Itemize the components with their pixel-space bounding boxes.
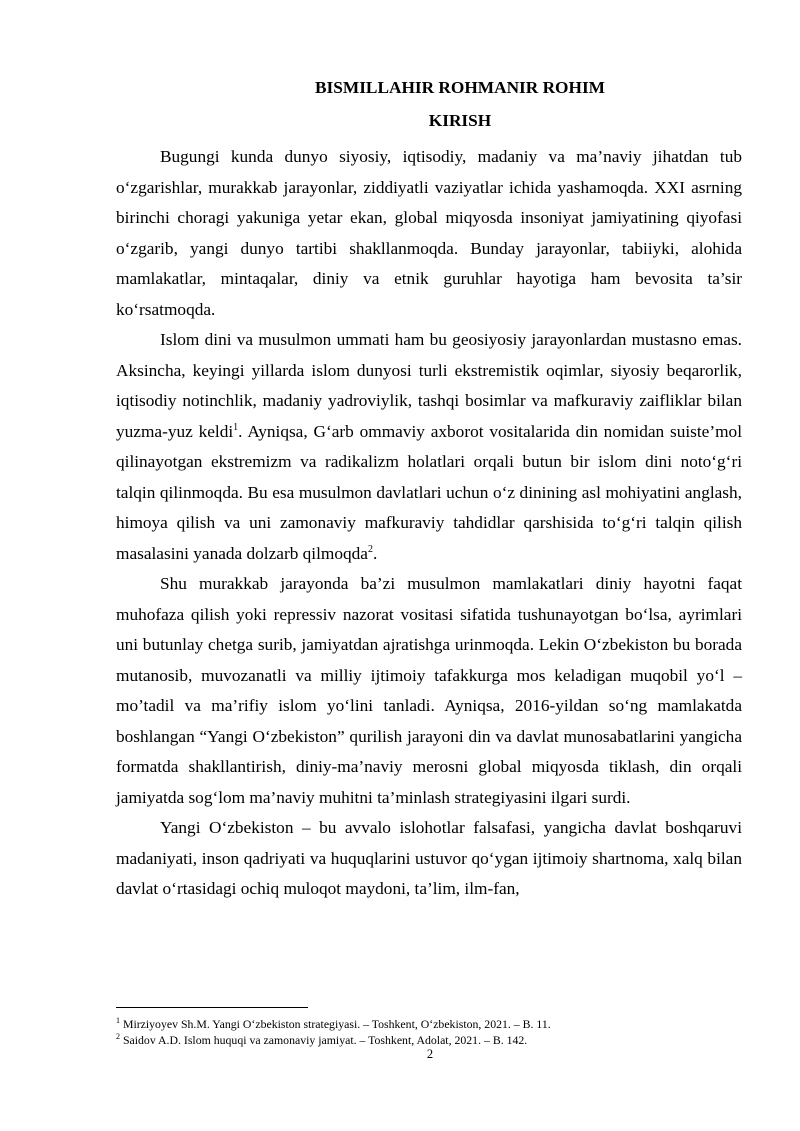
paragraph-1 bbox=[116, 142, 742, 325]
paragraph-1-text: Bugungi kunda dunyo siyosiy, iqtisodiy, madaniy va ma’naviy jihatdan tub o‘zgarishlar, murakkab jarayonlar, ziddiyatli vaziyatlar ichida yashamoqda. XXI asrning birinchi choragi yakuniga yetar ekan, global miqyosda insoniyat jamiyatining qiyofasi o‘zgarib, yangi dunyo tartibi shakllanmoqda. Bunday jarayonlar, tabiiyki, alohida mamlakatlar, mintaqalar, diniy va etnik guruhlar hayotiga ham bevosita ta’sir ko‘rsatmoqda. bbox=[116, 147, 742, 319]
paragraph-4 bbox=[116, 813, 742, 905]
footnote-1-text: Mirziyoyev Sh.M. Yangi O‘zbekiston strategiyasi. – Toshkent, O‘zbekiston, 2021. – B. 11. bbox=[122, 1017, 551, 1031]
footnote-1-number: 1 bbox=[116, 1016, 120, 1026]
footnote-separator bbox=[116, 1007, 308, 1008]
paragraph-2 bbox=[116, 325, 742, 569]
footnote-2-text: Saidov A.D. Islom huquqi va zamonaviy jamiyat. – Toshkent, Adolat, 2021. – B. 142. bbox=[122, 1033, 528, 1047]
footnote-2-number: 2 bbox=[116, 1032, 120, 1042]
paragraph-2-text-b: . Ayniqsa, G‘arb ommaviy axborot vositalarida din nomidan suiste’mol qilinayotgan ekstremizm va radikalizm holatlari orqali butun bir islom dini noto‘g‘ri talqin qilinmoqda. Bu esa musulmon davlatlari uchun o‘z dinining asl mohiyatini anglash, himoya qilish va uni zamonaviy mafkuraviy tahdidlar qarshisida to‘g‘ri talqin qilish masalasini yanada dolzarb qilmoqda bbox=[116, 421, 742, 563]
paragraph-3-text: Shu murakkab jarayonda ba’zi musulmon mamlakatlari diniy hayotni faqat muhofaza qilish yoki repressiv nazorat vositasi sifatida tushunayotgan bo‘lsa, ayrimlari uni butunlay chetga surib, jamiyatdan ajratishga urinmoqda. Lekin O‘zbekiston bu borada mutanosib, muvozanatli va milliy ijtimoiy tafakkurga mos keladigan muqobil yo‘l – mo’tadil va ma’rifiy islom yo‘lini tanladi. Ayniqsa, 2016-yildan so‘ng mamlakatda boshlangan “Yangi O‘zbekiston” qurilish jarayoni din va davlat munosabatlarini yangicha formatda shakllantirish, diniy-ma’naviy merosni global miqyosda tiklash, din orqali jamiyatda sog‘lom ma’naviy muhitni ta’minlash strategiyasini ilgari surdi. bbox=[116, 574, 742, 807]
paragraph-2-text-a: Islom dini va musulmon ummati ham bu geosiyosiy jarayonlardan mustasno emas. Aksincha, keyingi yillarda islom dunyosi turli ekstremistik oqimlar, siyosiy beqarorlik, iqtisodiy notinchlik, madaniy yadroviylik, tashqi bosimlar va mafkuraviy zaifliklar bilan yuzma-yuz keldi bbox=[116, 330, 742, 441]
body-text bbox=[116, 142, 742, 905]
footnote-ref-2[interactable]: 2 bbox=[367, 543, 373, 555]
footnote-1 bbox=[116, 1016, 742, 1032]
paragraph-4-text: Yangi O‘zbekiston – bu avvalo islohotlar falsafasi, yangicha davlat boshqaruvi madaniyati, inson qadriyati va huquqlarini ustuvor qo‘ygan ijtimoiy shartnoma, xalq bilan davlat o‘rtasidagi ochiq muloqot maydoni, ta’lim, ilm-fan, bbox=[116, 818, 742, 898]
paragraph-3 bbox=[116, 569, 742, 813]
footnotes bbox=[116, 1016, 742, 1048]
heading-basmala: BISMILLAHIR ROHMANIR ROHIM bbox=[315, 78, 605, 97]
page-number: 2 bbox=[426, 1047, 434, 1061]
heading-introduction: KIRISH bbox=[428, 111, 492, 130]
paragraph-2-text-c: . bbox=[372, 543, 378, 563]
footnote-ref-1[interactable]: 1 bbox=[233, 421, 239, 433]
